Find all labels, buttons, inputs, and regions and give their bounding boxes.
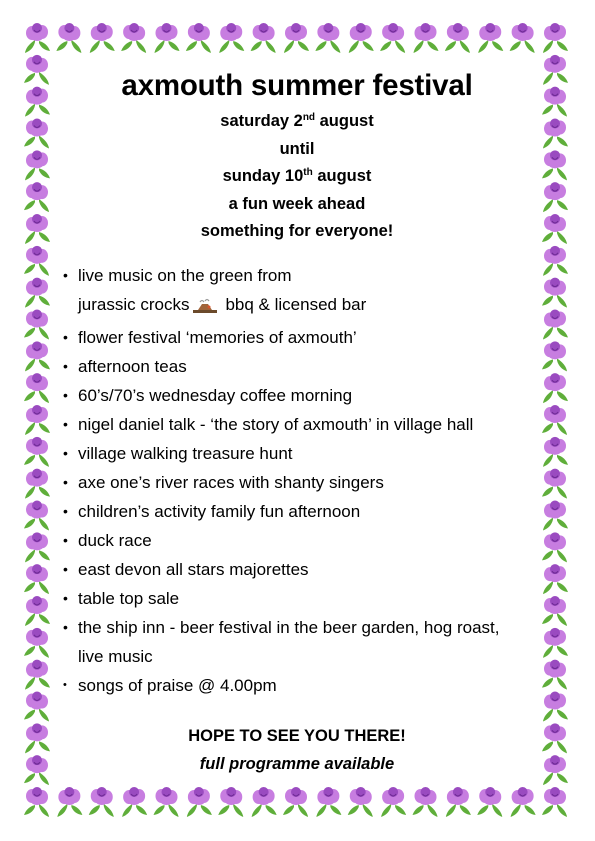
purple-flower-icon [542,87,567,117]
list-item: • duck race [63,530,152,550]
purple-flower-icon [543,119,568,149]
tagline-something-for-everyone: something for everyone! [200,222,394,240]
purple-flower-icon [380,23,405,53]
purple-flower-icon [413,787,438,817]
purple-flower-icon [24,501,49,531]
list-item: • live music on the green from [63,265,292,285]
list-item: • village walking treasure hunt [63,443,293,463]
purple-flower-icon [478,23,503,53]
list-item: • 60’s/70’s wednesday coffee morning [63,385,353,405]
purple-flower-icon [24,628,49,658]
purple-flower-icon [24,310,49,340]
purple-flower-icon [542,341,567,371]
purple-flower-icon [543,310,568,340]
list-item-continuation: live music [78,646,153,666]
purple-flower-icon [186,23,211,53]
purple-flower-icon [252,787,277,817]
list-item: • songs of praise @ 4.00pm [63,675,277,695]
purple-flower-icon [543,246,568,276]
purple-flower-icon [218,787,243,817]
purple-flower-icon [543,23,568,53]
purple-flower-icon [542,214,567,244]
list-item-continuation: jurassic crocks bbq & licensed bar [62,290,532,323]
purple-flower-icon [446,787,471,817]
tagline-fun-week: a fun week ahead [228,194,366,213]
purple-flower-icon [511,787,536,817]
list-item: • nigel daniel talk - ‘the story of axmouth’ in village hall [63,414,474,434]
purple-flower-icon [24,787,49,817]
purple-flower-icon [315,23,340,53]
purple-flower-icon [542,596,567,626]
purple-flower-icon [25,214,50,244]
purple-flower-icon [57,787,82,817]
purple-flower-icon [251,23,276,53]
purple-flower-icon [25,405,50,435]
purple-flower-icon [543,755,568,785]
purple-flower-icon [283,787,308,817]
purple-flower-icon [414,23,439,53]
purple-flower-icon [25,660,50,690]
purple-flower-icon [543,437,568,467]
purple-flower-icon [542,278,567,308]
purple-flower-icon [187,787,212,817]
purple-flower-icon [543,55,568,85]
purple-flower-icon [24,564,49,594]
purple-flower-icon [56,23,81,53]
purple-flower-icon [25,23,50,53]
purple-flower-icon [543,373,568,403]
purple-flower-icon [543,182,568,212]
purple-flower-icon [543,628,568,658]
purple-flower-icon [25,723,50,753]
purple-flower-icon [543,564,568,594]
purple-flower-icon [121,23,146,53]
purple-flower-icon [24,182,49,212]
purple-flower-icon [542,405,567,435]
start-date: saturday 2nd august [220,112,374,130]
purple-flower-icon [90,23,115,53]
poster-title: axmouth summer festival [121,69,473,102]
purple-flower-icon [543,501,568,531]
purple-flower-icon [542,723,567,753]
purple-flower-icon [25,150,50,180]
list-item: • children’s activity family fun afternoon [63,501,361,521]
purple-flower-icon [24,373,49,403]
purple-flower-icon [543,692,568,722]
list-item: • axe one’s river races with shanty singers [63,472,384,492]
list-item: • east devon all stars majorettes [63,559,309,579]
purple-flower-icon [154,787,179,817]
purple-flower-icon [445,23,470,53]
purple-flower-icon [349,23,374,53]
purple-flower-icon [24,246,49,276]
purple-flower-icon [25,87,50,117]
purple-flower-icon [348,787,373,817]
list-item: • afternoon teas [63,356,187,376]
purple-flower-icon [25,341,50,371]
list-item: • the ship inn - beer festival in the beer garden, hog roast, [63,617,500,637]
event-list [62,261,532,700]
purple-flower-icon [316,787,341,817]
list-item: • flower festival ‘memories of axmouth’ [63,327,357,347]
purple-flower-icon [542,660,567,690]
poster-content [62,64,532,778]
list-item: • table top sale [63,588,180,608]
purple-flower-icon [25,278,50,308]
purple-flower-icon [24,55,49,85]
end-date: sunday 10th august [222,167,372,185]
purple-flower-icon [24,437,49,467]
bbq-grill-icon [193,294,217,323]
purple-flower-icon [25,469,50,499]
programme-available-text: full programme available [199,754,395,773]
purple-flower-icon [25,532,50,562]
purple-flower-icon [381,787,406,817]
purple-flower-icon [542,150,567,180]
purple-flower-icon [24,755,49,785]
purple-flower-icon [24,692,49,722]
purple-flower-icon [542,532,567,562]
purple-flower-icon [25,596,50,626]
until-text: until [279,139,315,158]
purple-flower-icon [155,23,180,53]
purple-flower-icon [24,119,49,149]
purple-flower-icon [477,787,502,817]
purple-flower-icon [284,23,309,53]
purple-flower-icon [89,787,114,817]
purple-flower-icon [219,23,244,53]
purple-flower-icon [122,787,147,817]
purple-flower-icon [510,23,535,53]
purple-flower-icon [542,787,567,817]
see-you-there-text: HOPE TO SEE YOU THERE! [188,726,406,745]
purple-flower-icon [542,469,567,499]
